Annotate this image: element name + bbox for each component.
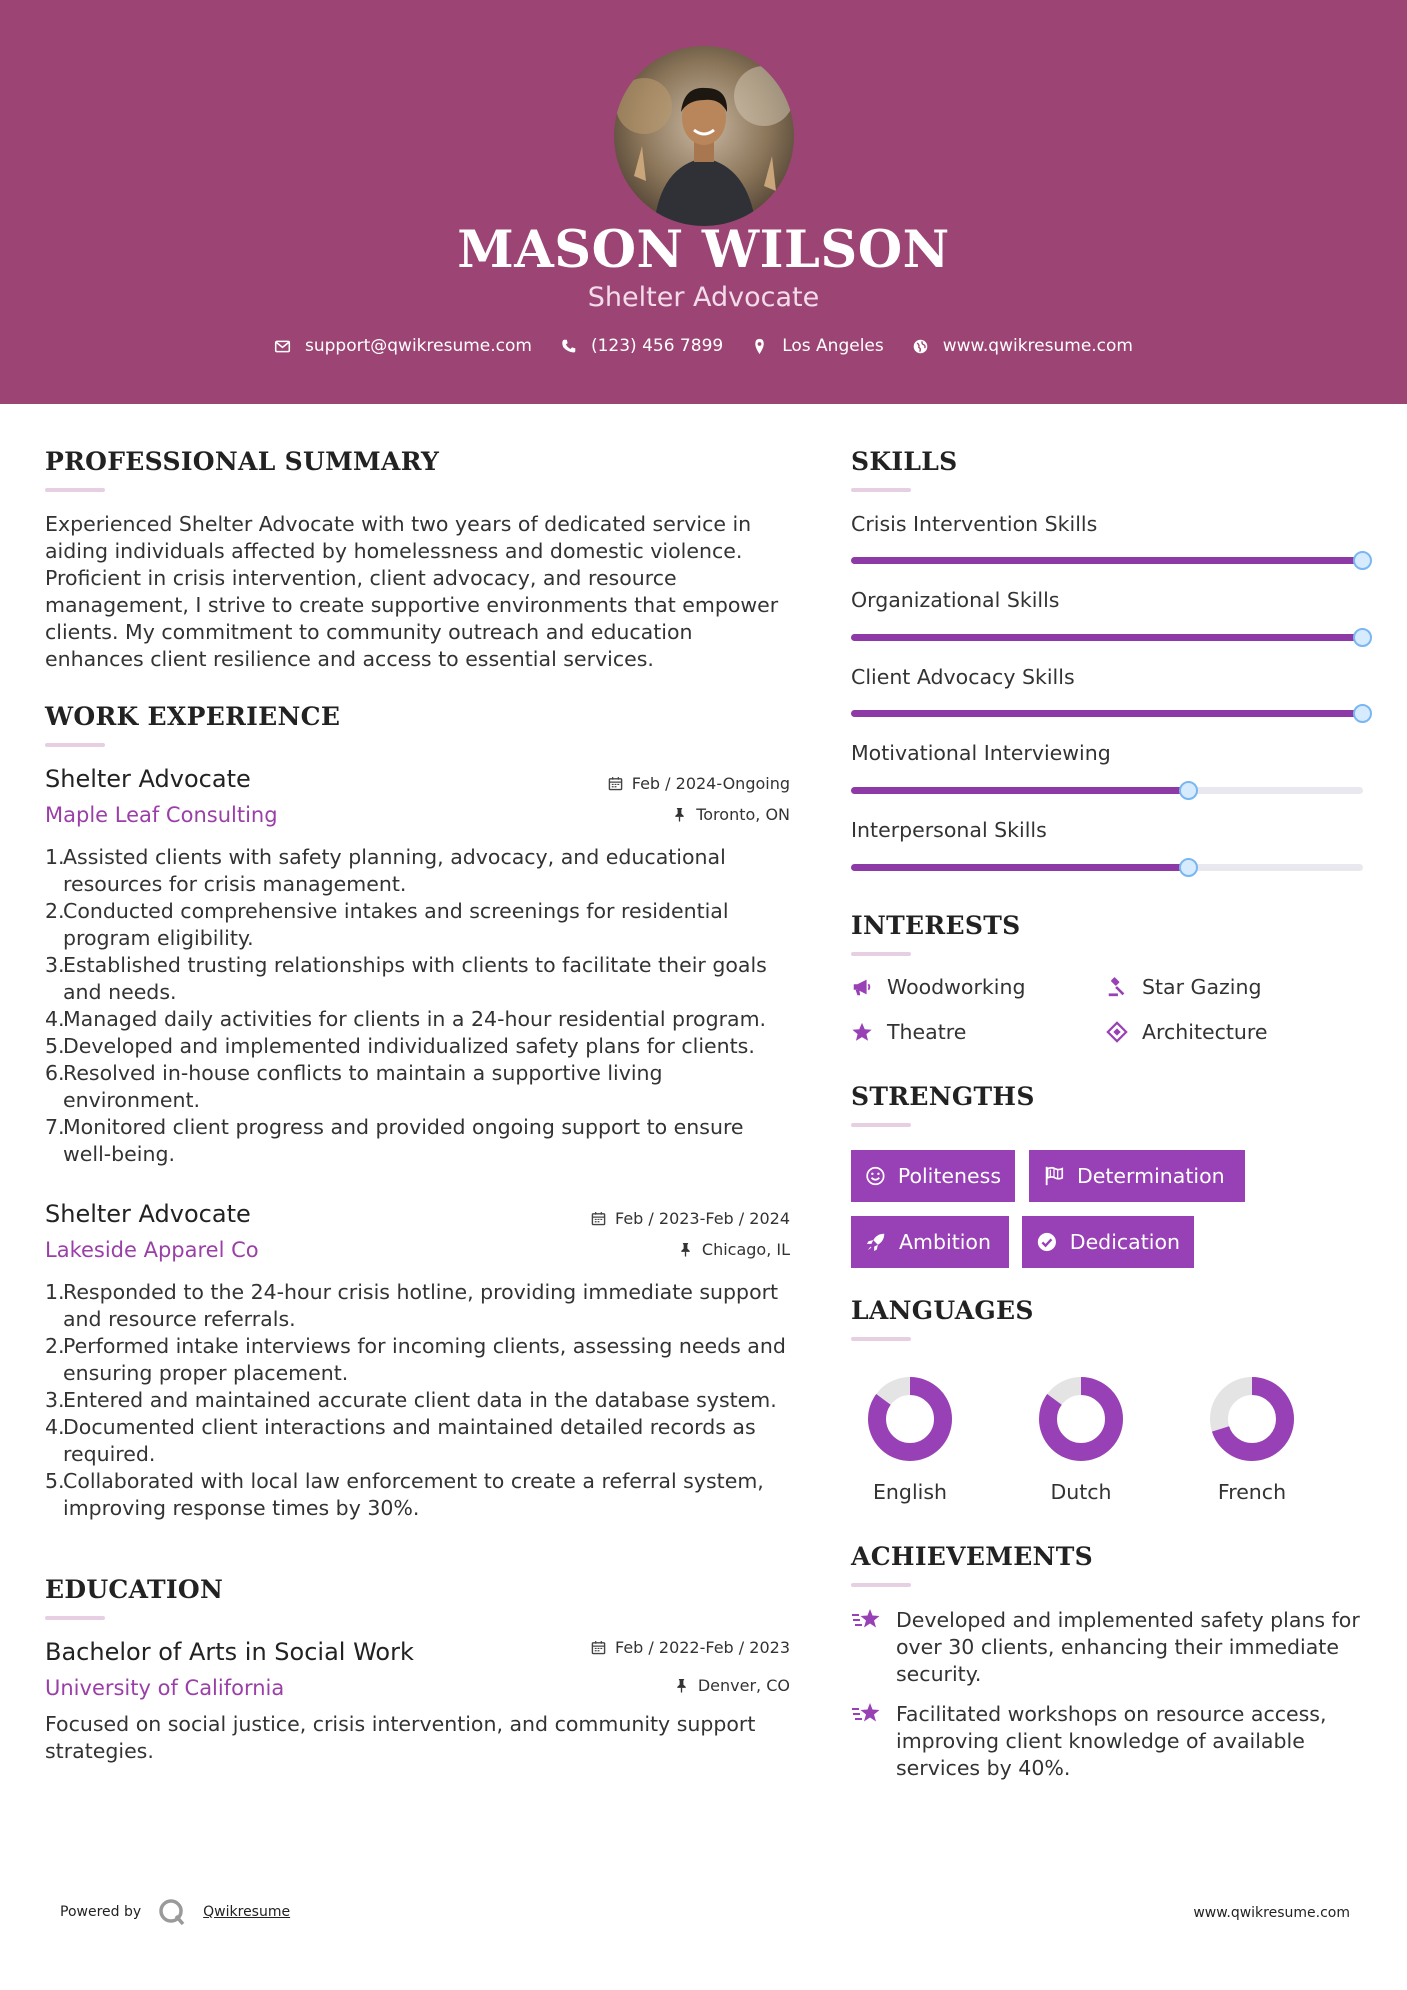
job-date [591,1209,790,1228]
language-label: French [1217,1480,1287,1504]
job-location-text: Toronto, ON [696,805,790,824]
contact-bar [0,336,1407,356]
contact-location-text: Los Angeles [782,336,884,356]
skill-bar [851,787,1363,794]
language-donut [1207,1374,1297,1464]
star-icon [851,1021,873,1043]
strength-badge [851,1216,1009,1268]
header-banner [0,0,1407,404]
skills-heading-underline [851,488,911,492]
achievement-item [851,1701,1361,1782]
job-company: Lakeside Apparel Co [45,1238,259,1262]
phone-icon [560,338,577,355]
list-item: 6. Resolved in-house conflicts to maintain a supportive living environment. [45,1061,663,1112]
languages-heading-underline [851,1337,911,1341]
interest-label: Architecture [1142,1020,1268,1044]
achievement-text: Facilitated workshops on resource access, improving client knowledge of available services by 40%. [896,1702,1327,1780]
list-item: 4. Managed daily activities for clients in a 24-hour residential program. [45,1007,767,1031]
contact-phone-text: (123) 456 7899 [590,336,724,356]
map-pin-icon [751,338,768,355]
job-location [672,805,790,824]
job-location-text: Chicago, IL [701,1240,790,1259]
list-item: 5. Developed and implemented individualized safety plans for clients. [45,1034,755,1058]
language-label: English [872,1480,948,1504]
candidate-name: MASON WILSON [457,220,950,280]
strength-badge [1022,1216,1194,1268]
degree-title: Bachelor of Arts in Social Work [45,1638,414,1666]
powered-by-text: Powered by [60,1904,142,1920]
language-donut [865,1374,955,1464]
education-location [674,1676,790,1695]
achievements-heading: ACHIEVEMENTS [851,1542,1093,1571]
skill-label: Interpersonal Skills [851,818,1047,842]
smile-icon [865,1165,886,1187]
skill-label: Client Advocacy Skills [851,665,1075,689]
education-description: Focused on social justice, crisis intervention, and community support strategies. [45,1712,756,1763]
check-circle-icon [1036,1231,1058,1253]
contact-website-text: www.qwikresume.com [942,336,1133,356]
strengths-heading-underline [851,1123,911,1127]
interests-heading-underline [851,952,911,956]
contact-phone[interactable] [560,336,723,356]
achievement-text: Developed and implemented safety plans for over 30 clients, enhancing their immediate security. [896,1608,1360,1686]
skill-bar [851,710,1363,717]
interest-label: Theatre [887,1020,967,1044]
skill-bar [851,634,1363,641]
skill-bar-fill [851,787,1189,794]
skill-bar-knob[interactable] [1353,551,1372,570]
pushpin-icon [672,807,687,822]
profile-photo [614,46,794,226]
job-title: Shelter Advocate [45,765,251,793]
strengths-heading: STRENGTHS [851,1082,1035,1111]
job-date-text: Feb / 2024-Ongoing [631,774,790,793]
calendar-icon [608,776,623,791]
candidate-role: Shelter Advocate [587,282,820,313]
list-item: 5. Collaborated with local law enforcement to create a referral system, improving response times by 30%. [45,1469,764,1520]
experience-heading-underline [45,743,105,747]
flag-icon [1043,1165,1065,1187]
job-date-text: Feb / 2023-Feb / 2024 [615,1209,790,1228]
skill-bar [851,864,1363,871]
calendar-icon [591,1211,606,1226]
list-item: 4. Documented client interactions and maintained detailed records as required. [45,1415,756,1466]
achievement-item [851,1607,1361,1688]
pushpin-icon [674,1678,689,1693]
contact-email-text: support@qwikresume.com [305,336,532,356]
contact-location [751,336,884,356]
ticket-icon [1106,1021,1128,1043]
interest-item [1106,1020,1268,1044]
qwikresume-link[interactable]: Qwikresume [203,1904,291,1920]
skill-bar-knob[interactable] [1179,781,1198,800]
education-date-text: Feb / 2022-Feb / 2023 [615,1638,790,1657]
list-item: 1. Responded to the 24-hour crisis hotline, providing immediate support and resource referrals. [45,1280,779,1331]
contact-email[interactable] [274,336,532,356]
strength-label: Determination [1077,1164,1225,1188]
interest-label: Woodworking [887,975,1026,999]
strength-label: Dedication [1069,1230,1180,1254]
rocket-icon [865,1231,887,1253]
experience-heading: WORK EXPERIENCE [45,702,341,731]
list-item: 2. Conducted comprehensive intakes and screenings for residential program eligibility. [45,899,729,950]
summary-heading: PROFESSIONAL SUMMARY [45,447,440,476]
skill-bar [851,557,1363,564]
list-item: 2. Performed intake interviews for incoming clients, assessing needs and ensuring proper placement. [45,1334,786,1385]
pushpin-icon [678,1242,693,1257]
qwikresume-logo-icon [157,1897,187,1927]
skill-label: Motivational Interviewing [851,741,1111,765]
summary-text: Experienced Shelter Advocate with two years of dedicated service in aiding individuals affected by homelessness and domestic violence. Proficient in crisis intervention, client advocacy, and resource management, I strive to create supportive environments that empower clients. My commitment to community outreach and education enhances client resilience and access to essential services. [45,512,779,671]
languages-heading: LANGUAGES [851,1296,1034,1325]
skill-label: Crisis Intervention Skills [851,512,1098,536]
school-name: University of California [45,1676,285,1700]
list-item: 7. Monitored client progress and provided ongoing support to ensure well-being. [45,1115,744,1166]
skill-bar-knob[interactable] [1353,704,1372,723]
interest-item [1106,975,1261,999]
summary-heading-underline [45,488,105,492]
job-location [678,1240,790,1259]
interest-label: Star Gazing [1142,975,1262,999]
achievements-heading-underline [851,1583,911,1587]
language-donut [1036,1374,1126,1464]
strength-label: Ambition [899,1230,991,1254]
list-item: 3. Established trusting relationships with clients to facilitate their goals and needs. [45,953,767,1004]
skills-heading: SKILLS [851,447,958,476]
interest-item [851,975,1025,999]
shooting-star-icon [851,1606,883,1634]
contact-website[interactable] [912,336,1133,356]
job-date [608,774,790,793]
education-heading: EDUCATION [45,1575,224,1604]
job-title: Shelter Advocate [45,1200,251,1228]
job-bullets [45,1279,795,1522]
job-company: Maple Leaf Consulting [45,803,278,827]
gavel-icon [1106,976,1128,998]
skill-bar-fill [851,710,1363,717]
skill-label: Organizational Skills [851,588,1060,612]
skill-bar-fill [851,634,1363,641]
skill-bar-knob[interactable] [1353,628,1372,647]
education-date [591,1638,790,1657]
skill-bar-fill [851,864,1189,871]
megaphone-icon [851,976,873,998]
interest-item [851,1020,966,1044]
strength-label: Politeness [897,1164,1001,1188]
list-item: 3. Entered and maintained accurate client data in the database system. [45,1388,777,1412]
footer-powered-by [60,1897,290,1927]
skill-bar-fill [851,557,1363,564]
calendar-icon [591,1640,606,1655]
shooting-star-icon [851,1700,883,1728]
envelope-icon [274,338,291,355]
job-bullets [45,844,795,1168]
globe-icon [912,338,929,355]
language-label: Dutch [1050,1480,1112,1504]
list-item: 1. Assisted clients with safety planning, advocacy, and educational resources for crisis management. [45,845,726,896]
interests-heading: INTERESTS [851,911,1021,940]
education-location-text: Denver, CO [697,1676,790,1695]
skill-bar-knob[interactable] [1179,858,1198,877]
education-heading-underline [45,1616,105,1620]
footer-website[interactable]: www.qwikresume.com [1193,1905,1350,1921]
strength-badge [1029,1150,1245,1202]
strength-badge [851,1150,1015,1202]
